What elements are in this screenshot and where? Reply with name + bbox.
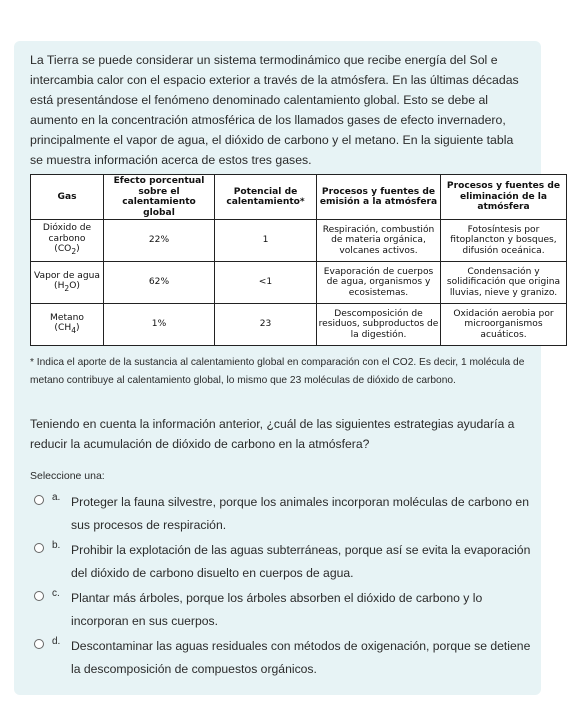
- cell-emision: Descomposición de residuos, subproductos de la digestión.: [317, 304, 441, 346]
- cell-gas: Dióxido de carbono $(CO_2)$: [31, 220, 104, 262]
- option-text-b: Prohibir la explotación de las aguas subterráneas, porque así se evita la evaporación del dióxido de carbono disuelto en cuerpos de agua.: [71, 543, 531, 580]
- option-letter-b: b.: [52, 540, 61, 551]
- cell-potencial: <1: [215, 262, 317, 304]
- gas-formula: CH: [57, 323, 72, 334]
- greenhouse-gases-table: [30, 174, 567, 346]
- gas-formula-end: O: [69, 281, 77, 292]
- radio-button-d[interactable]: [34, 639, 44, 649]
- gas-formula-sub: 2: [64, 283, 70, 293]
- table-footnote: * Indica el aporte de la sustancia al calentamiento global en comparación con el CO2. Es decir, 1 molécula de metano contribuye al calentamiento global, lo mismo que 23 moléculas de dióxido de carbono.: [30, 357, 525, 386]
- cell-efecto: 22%: [104, 220, 215, 262]
- header-emision: Procesos y fuentes de emisión a la atmósfera: [317, 175, 441, 220]
- gas-formula: H: [57, 281, 65, 292]
- gas-formula: CO: [57, 244, 72, 255]
- gas-name: Vapor de agua: [34, 270, 100, 281]
- option-letter-c: c.: [52, 588, 60, 599]
- radio-button-b[interactable]: [34, 543, 44, 553]
- cell-eliminacion: Oxidación aerobia por microorganismos acuáticos.: [441, 304, 567, 346]
- option-letter-d: d.: [52, 636, 61, 647]
- select-one-label: Seleccione una:: [30, 470, 105, 482]
- option-letter-a: a.: [52, 492, 61, 503]
- cell-gas: Metano $(CH_4)$: [31, 304, 104, 346]
- cell-efecto: 62%: [104, 262, 215, 304]
- table-row: [31, 220, 567, 262]
- question-prompt: Teniendo en cuenta la información anterior, ¿cuál de las siguientes estrategias ayudaría a reducir la acumulación de dióxido de carbono en la atmósfera?: [30, 417, 515, 451]
- table-header-row: [31, 175, 567, 220]
- cell-efecto: 1%: [104, 304, 215, 346]
- header-eliminacion: Procesos y fuentes de eliminación de la atmósfera: [441, 175, 567, 220]
- header-gas: Gas: [31, 175, 104, 220]
- header-efecto: Efecto porcentual sobre el calentamiento global: [104, 175, 215, 220]
- question-intro-text: La Tierra se puede considerar un sistema termodinámico que recibe energía del Sol e intercambia calor con el espacio exterior a través de la atmósfera. En las últimas décadas está presentándose el fenómeno denominado calentamiento global. Esto se debe al aumento en la concentración atmosférica de los llamados gases de efecto invernadero, principalmente el vapor de agua, el dióxido de carbono y el metano. En la siguiente tabla se muestra información acerca de estos tres gases.: [30, 53, 519, 167]
- gas-name: Dióxido de carbono: [42, 223, 92, 244]
- cell-eliminacion: Fotosíntesis por fitoplancton y bosques, difusión oceánica.: [441, 220, 567, 262]
- table-row: [31, 262, 567, 304]
- cell-emision: Evaporación de cuerpos de agua, organismos y ecosistemas.: [317, 262, 441, 304]
- cell-gas: Vapor de agua $(H_2O)$: [31, 262, 104, 304]
- radio-button-a[interactable]: [34, 495, 44, 505]
- option-text-d: Descontaminar las aguas residuales con métodos de oxigenación, porque se detiene la descomposición de compuestos orgánicos.: [71, 639, 531, 676]
- header-potencial: Potencial de calentamiento*: [215, 175, 317, 220]
- gas-name: Metano: [50, 312, 84, 323]
- cell-eliminacion: Condensación y solidificación que origina lluvias, nieve y granizo.: [441, 262, 567, 304]
- table-row: [31, 304, 567, 346]
- option-text-a: Proteger la fauna silvestre, porque los animales incorporan moléculas de carbono en sus procesos de respiración.: [71, 495, 529, 532]
- gas-formula-sub: 4: [71, 325, 77, 335]
- gas-formula-sub: 2: [71, 247, 77, 257]
- radio-button-c[interactable]: [34, 591, 44, 601]
- cell-potencial: 23: [215, 304, 317, 346]
- cell-potencial: 1: [215, 220, 317, 262]
- option-text-c: Plantar más árboles, porque los árboles absorben el dióxido de carbono y lo incorporan en sus cuerpos.: [71, 591, 483, 628]
- cell-emision: Respiración, combustión de materia orgánica, volcanes activos.: [317, 220, 441, 262]
